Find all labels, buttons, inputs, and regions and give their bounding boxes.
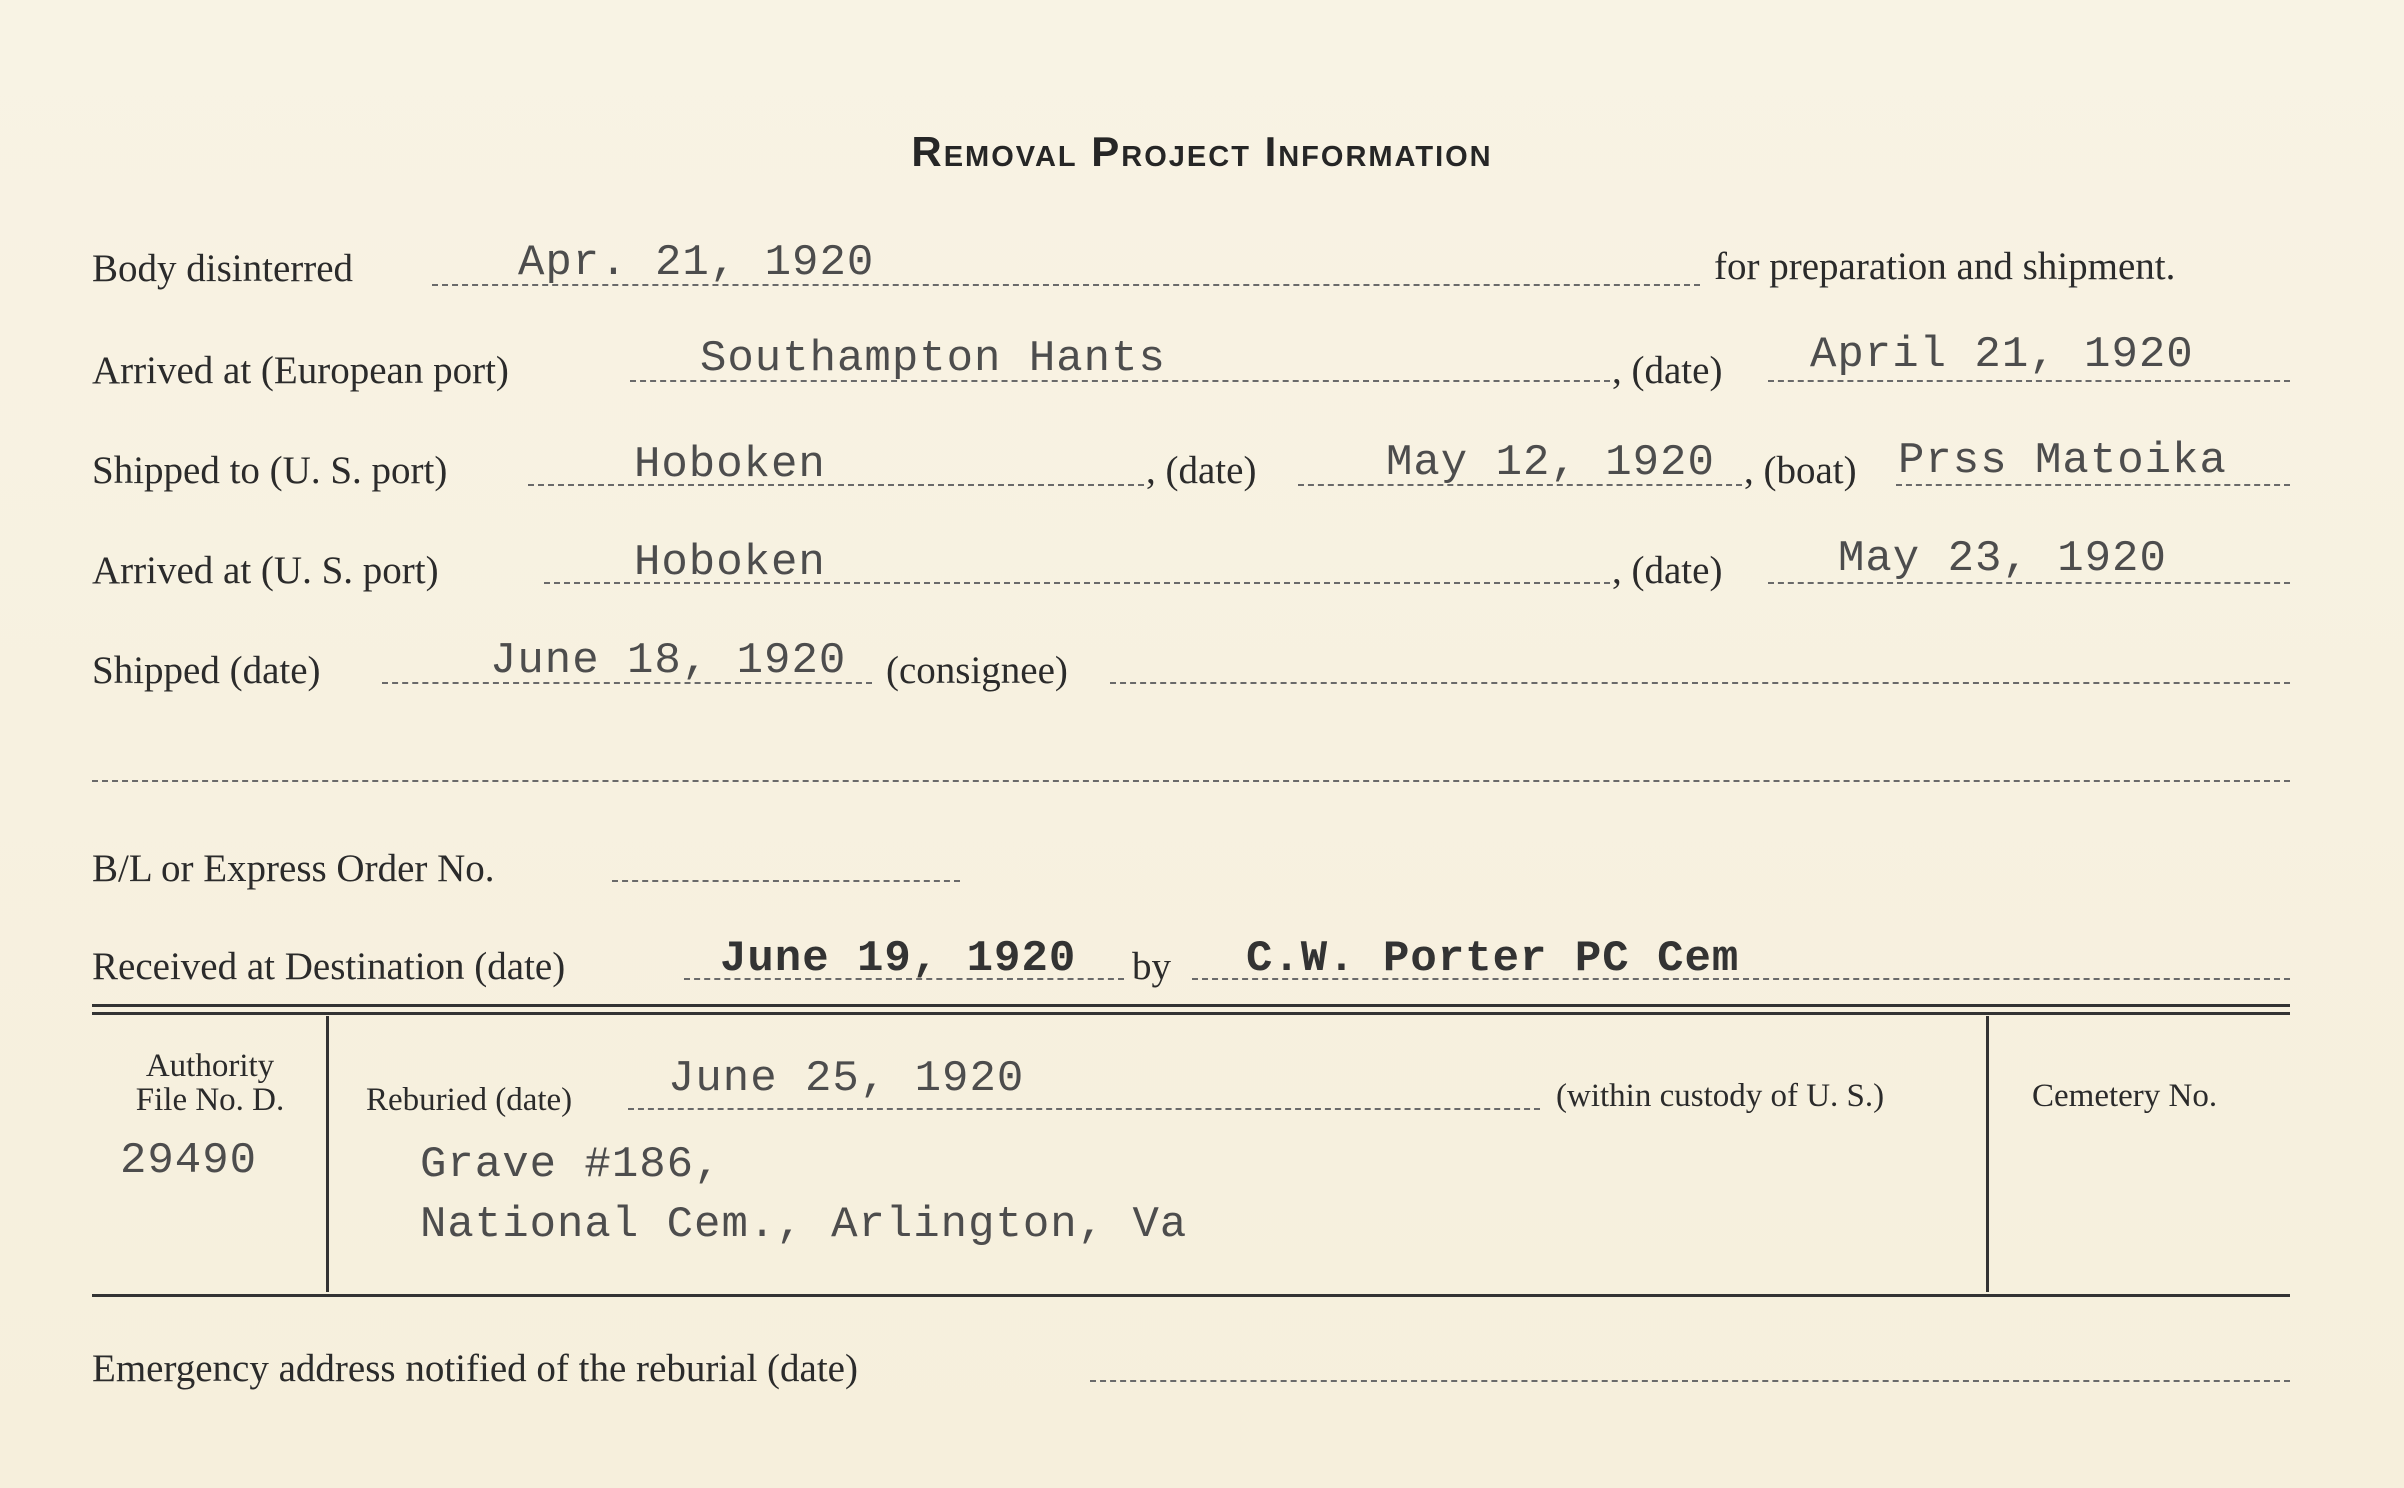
arrived-us-value: Hoboken [634, 538, 826, 588]
shipped-us-label: Shipped to (U. S. port) [92, 449, 448, 492]
arrived-eu-label: Arrived at (European port) [92, 349, 509, 392]
arrived-eu-date-value: April 21, 1920 [1810, 330, 2194, 380]
received-label: Received at Destination (date) [92, 945, 566, 988]
shipped-us-line [528, 484, 1144, 486]
authority-label-2: File No. D. [135, 1082, 285, 1118]
arrived-eu-date-line [1768, 380, 2290, 382]
authority-value: 29490 [120, 1136, 258, 1186]
consignee-label: (consignee) [886, 649, 1068, 692]
received-by-label: by [1132, 945, 1171, 988]
reburied-value: June 25, 1920 [668, 1054, 1025, 1104]
shipped-label: Shipped (date) [92, 649, 321, 692]
box-top-rule-2 [92, 1012, 2290, 1015]
shipped-value: June 18, 1920 [490, 636, 847, 686]
box-top-rule-1 [92, 1004, 2290, 1007]
shipped-us-date-value: May 12, 1920 [1386, 438, 1715, 488]
arrived-us-date-label: , (date) [1612, 549, 1723, 592]
arrived-us-date-value: May 23, 1920 [1838, 534, 2167, 584]
disinterred-value: Apr. 21, 1920 [518, 238, 875, 288]
received-by-value: C.W. Porter PC Cem [1246, 934, 1740, 984]
reburied-label: Reburied (date) [366, 1082, 573, 1118]
consignee-line [1110, 682, 2290, 684]
grave-line-2: National Cem., Arlington, Va [420, 1200, 1188, 1250]
bl-label: B/L or Express Order No. [92, 847, 495, 890]
authority-label-1: Authority [145, 1048, 275, 1084]
received-value: June 19, 1920 [720, 934, 1077, 984]
box-bottom-rule [92, 1294, 2290, 1297]
shipped-us-boat-label: , (boat) [1744, 449, 1857, 492]
grave-line-1: Grave #186, [420, 1140, 722, 1190]
arrived-eu-value: Southampton Hants [700, 334, 1166, 384]
disinterred-suffix: for preparation and shipment. [1714, 245, 2176, 288]
cemetery-label: Cemetery No. [2032, 1078, 2218, 1114]
arrived-eu-date-label: , (date) [1612, 349, 1723, 392]
card-title: Removal Project Information [911, 128, 1493, 175]
emergency-line [1090, 1380, 2290, 1382]
shipped-us-value: Hoboken [634, 440, 826, 490]
custody-note: (within custody of U. S.) [1556, 1078, 1885, 1114]
arrived-us-label: Arrived at (U. S. port) [92, 549, 439, 592]
disinterred-label: Body disinterred [92, 247, 354, 290]
box-divider-left [326, 1016, 329, 1292]
emergency-label: Emergency address notified of the reburial (date) [92, 1347, 858, 1390]
box-divider-right [1986, 1016, 1989, 1292]
bl-line [612, 880, 960, 882]
shipped-us-date-label: , (date) [1146, 449, 1257, 492]
reburied-line [628, 1108, 1540, 1110]
shipped-us-boat-value: Prss Matoika [1898, 436, 2227, 486]
blank-line [92, 780, 2290, 782]
